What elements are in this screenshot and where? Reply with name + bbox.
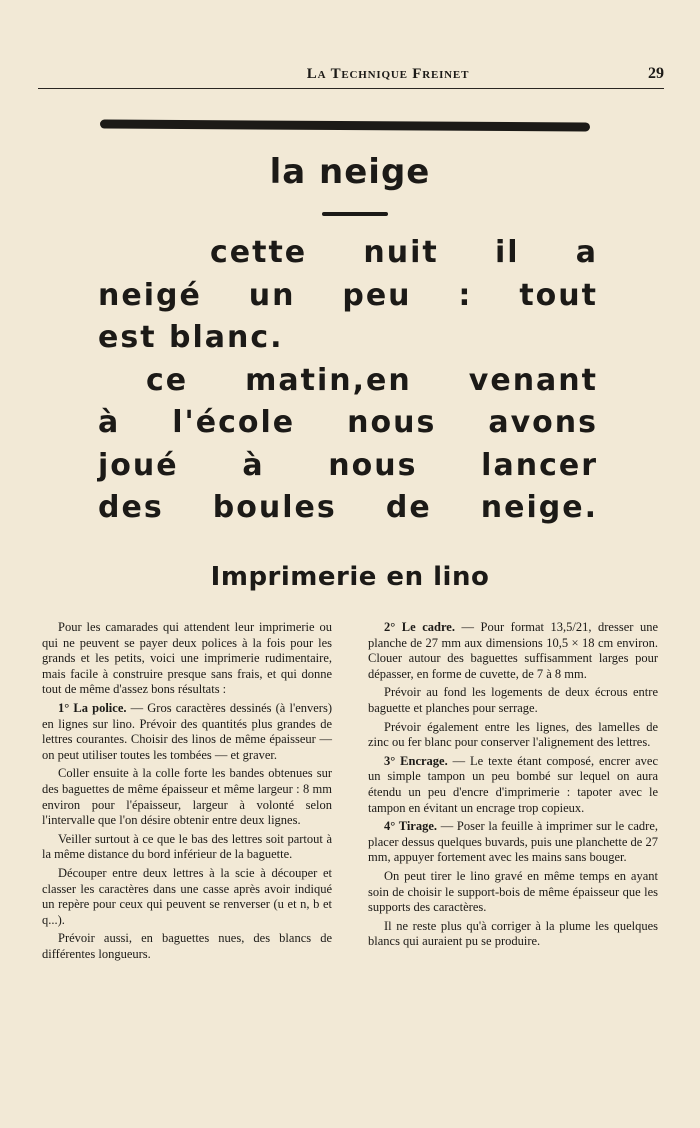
journal-title: La Technique Freinet (306, 66, 470, 82)
paragraph-text: — Pour format 13,5/21, dresser une planche de 27 mm aux dimensions 10,5 × 18 cm environ. Clouer autour des baguettes suffisamment larges pour dépasser, en forme de cuvette, de 7 à 8 mm. (368, 620, 658, 681)
paragraph (42, 701, 332, 763)
paragraph-text: — Poser la feuille à imprimer sur le cadre, placer dessus quelques buvards, puis une planchette de 27 mm, appuyer fortement avec les mains sans bouger. (368, 819, 658, 865)
running-header (38, 64, 664, 89)
poem-line: ce matin,en venant (146, 362, 598, 398)
paragraph-text: On peut tirer le lino gravé en même temps en ayant soin de choisir le support-bois de même épaisseur que les supports des caractères. (368, 868, 658, 915)
poem-line: à l'école nous avons (98, 405, 598, 440)
poem-title: la neige (269, 152, 431, 192)
paragraph-lead: 2° Le cadre. (384, 620, 455, 634)
title-underline (322, 212, 388, 216)
paragraph-text: Veiller surtout à ce que le bas des lettres soit partout à la même distance du bord inférieur de la baguette. (42, 831, 332, 862)
article-title: Imprimerie en lino (210, 562, 490, 592)
paragraph-text: Coller ensuite à la colle forte les bandes obtenues sur des baguettes de même épaisseur et même largeur : 8 mm environ pour l'épaisseur, largeur à volonté selon l'intervalle que l'on désire obtenir entre deux lignes. (42, 766, 332, 828)
paragraph (42, 832, 332, 863)
paragraph (42, 866, 332, 928)
paragraph-text: — Le texte étant composé, encrer avec un simple tampon un peu bombé sur lequel on aura étendu un peu d'encre d'imprimerie : tapoter avec le tampon en évitant un encrage trop copieux. (368, 753, 658, 815)
paragraph-text: Prévoir également entre les lignes, des lamelles de zinc ou fer blanc pour conserver l'alignement des lettres. (368, 719, 658, 750)
paragraph-text: Découper entre deux lettres à la scie à découper et classer les caractères dans une casse après avoir indiqué un repère pour ceux qui peuvent se renverser (u et n, b et q...). (42, 865, 332, 927)
paragraph (368, 869, 658, 916)
paragraph (368, 720, 658, 751)
paragraph-text: — Gros caractères dessinés (à l'envers) en lignes sur lino. Prévoir des quantités plus grandes de lettres courantes. Choisir des linos de même épaisseur — on peut utiliser toutes les tombées — et graver. (42, 700, 332, 762)
paragraph (42, 931, 332, 962)
paragraph (42, 620, 332, 698)
poem-line: neigé un peu : tout (98, 277, 598, 313)
paragraph-text: Prévoir aussi, en baguettes nues, des blancs de différentes longueurs. (42, 931, 332, 961)
poem-line: des boules de neige. (98, 490, 598, 525)
paragraph (368, 620, 658, 682)
paragraph-text: Pour les camarades qui attendent leur imprimerie ou qui ne peuvent se payer deux polices à la fois pour les grands et les petits, voici une imprimerie rudimentaire, mais facile à construire presque sans frais, et qui donne tout de même d'assez bons résultats : (42, 620, 332, 697)
paragraph (368, 685, 658, 716)
paragraph-text: Prévoir au fond les logements de deux écrous entre baguette et planches pour serrage. (368, 685, 658, 715)
paragraph-lead: 3° Encrage. (384, 753, 448, 768)
article-left-column (42, 620, 332, 965)
paragraph (368, 919, 658, 950)
heavy-rule (100, 120, 590, 132)
paragraph-lead: 1° La police. (58, 700, 127, 715)
page-number: 29 (648, 65, 664, 82)
poem-line: joué à nous lancer (98, 447, 598, 483)
article-right-column (368, 620, 658, 953)
paragraph (368, 754, 658, 816)
paragraph (42, 766, 332, 828)
poem-text (98, 232, 598, 530)
poem-line: cette nuit il a (210, 235, 598, 270)
paragraph-lead: 4° Tirage. (384, 819, 438, 834)
poem-line: est blanc. (98, 320, 284, 355)
paragraph (368, 819, 658, 866)
paragraph-text: Il ne reste plus qu'à corriger à la plume les quelques blancs qui auraient pu se produire. (368, 918, 658, 949)
